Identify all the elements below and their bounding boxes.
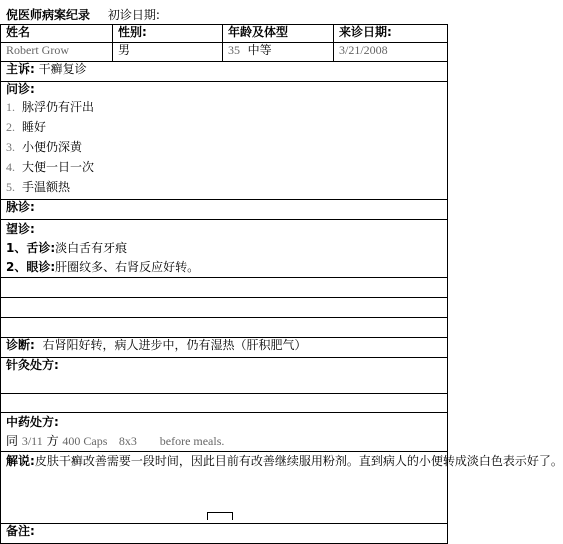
record-header	[6, 6, 160, 23]
acupuncture-label: 针灸处方:	[1, 358, 448, 394]
pulse-label: 脉诊:	[1, 200, 448, 220]
blank-row	[1, 318, 448, 338]
tongue-line: 1、舌诊:淡白舌有牙痕	[6, 241, 128, 255]
notes-row	[1, 524, 448, 544]
explain-value: 皮肤干癣改善需要一段时间，因此目前有改善继续服用粉剂。直到病人的小便转成淡白色表示好了。	[34, 454, 563, 468]
blank-row	[1, 278, 448, 298]
visit-date: 3/21/2008	[339, 43, 388, 57]
herbal-date: 3/11	[21, 434, 43, 448]
eye-line: 2、眼诊:肝圈纹多、右肾反应好转。	[6, 260, 200, 274]
first-visit-label: 初诊日期:	[107, 8, 160, 22]
record-title: 倪医师病案纪录	[6, 8, 91, 22]
list-item: 5. 手温额热	[6, 180, 71, 194]
patient-age: 35	[228, 43, 240, 57]
patient-header-row	[1, 25, 448, 43]
herbal-caps: 400 Caps	[62, 434, 108, 448]
name-label: 姓名	[1, 25, 113, 43]
chief-label: 主诉:	[6, 62, 35, 76]
inquiry-label: 问诊:	[6, 82, 35, 96]
diagnosis-row	[1, 338, 448, 358]
herbal-line: 同 3/11 方 400 Caps 8x3 before meals.	[6, 434, 225, 448]
herbal-label: 中药处方:	[6, 415, 59, 429]
patient-values-row	[1, 43, 448, 62]
chief-value: 干癣复诊	[38, 62, 87, 76]
inquiry-row	[1, 82, 448, 200]
diagnosis-value: 右肾阳好转，病人进步中，仍有湿热（肝积肥气）	[42, 338, 307, 352]
list-item: 1. 脉浮仍有汗出	[6, 100, 95, 114]
sex-label: 性别:	[113, 25, 223, 43]
patient-sex: 男	[113, 43, 223, 62]
pulse-row	[1, 200, 448, 220]
observe-row	[1, 220, 448, 278]
age-label: 年龄及体型	[223, 25, 334, 43]
patient-build: 中等	[247, 43, 272, 57]
list-item: 3. 小便仍深黄	[6, 140, 83, 154]
diagnosis-label: 诊断:	[6, 338, 35, 352]
patient-name: Robert Grow	[6, 43, 69, 57]
record-table	[0, 24, 563, 544]
list-item: 4. 大便一日一次	[6, 160, 95, 174]
acupuncture-row	[1, 358, 448, 394]
blank-row	[1, 298, 448, 318]
blank-row	[1, 394, 448, 413]
date-label: 来诊日期:	[334, 25, 448, 43]
notes-label: 备注:	[1, 524, 448, 544]
herbal-row	[1, 413, 448, 452]
cut-off-cell	[207, 512, 233, 520]
observe-label: 望诊:	[6, 222, 35, 236]
herbal-dose: 8x3	[118, 434, 137, 448]
inquiry-list	[6, 97, 442, 197]
herbal-timing: before meals.	[159, 434, 225, 448]
list-item: 2. 睡好	[6, 120, 47, 134]
chief-complaint-row	[1, 62, 448, 82]
explain-label: 解说:	[6, 454, 35, 468]
